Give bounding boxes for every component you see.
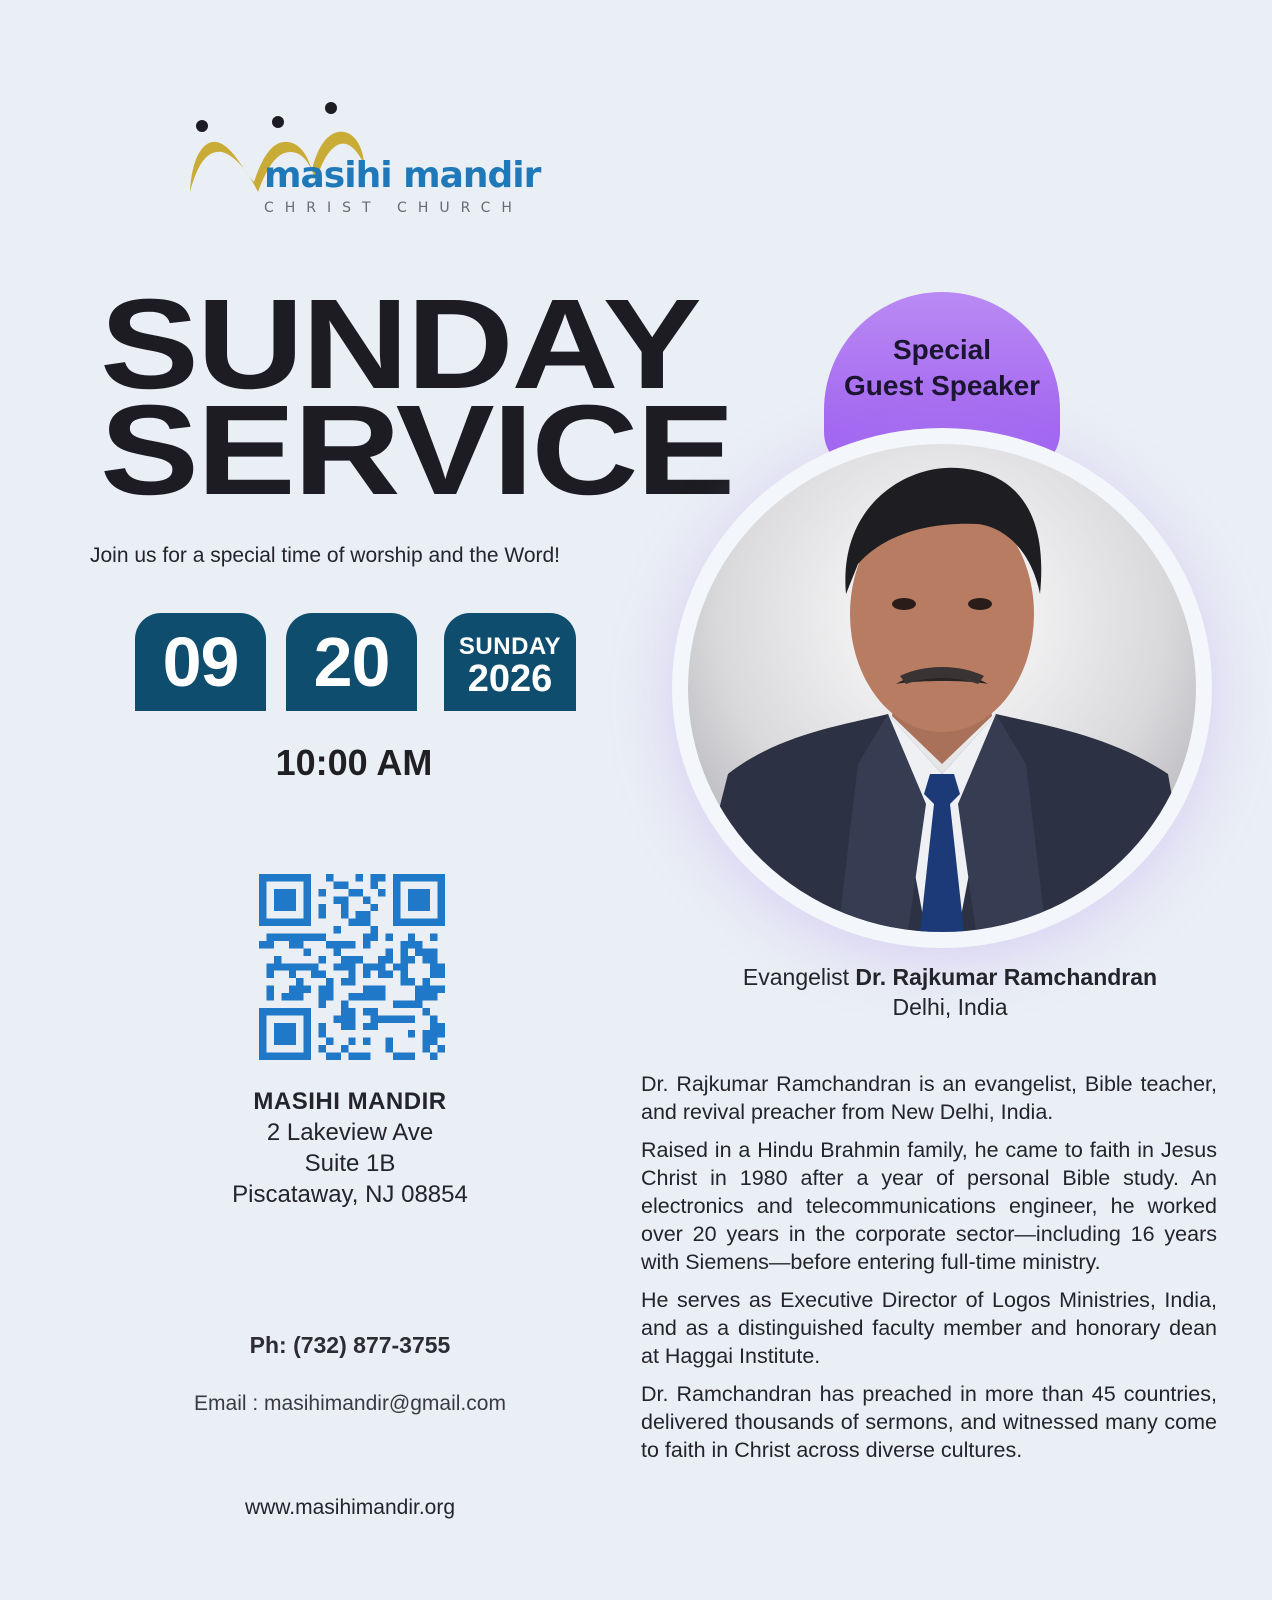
logo-name: masihi mandir — [264, 155, 541, 196]
speaker-location: Delhi, India — [892, 994, 1008, 1020]
address-line-1: 2 Lakeview Ave — [266, 1119, 434, 1146]
badge-line-2: Guest Speaker — [843, 370, 1041, 401]
bio-paragraph-1: Dr. Rajkumar Ramchandran is an evangelist, Bible teacher, and revival preacher from New Delhi, India. — [641, 1072, 1217, 1124]
date-day: 20 — [313, 623, 390, 701]
address-line-3: Piscataway, NJ 08854 — [232, 1181, 468, 1208]
date-month-box — [135, 613, 266, 711]
website-link[interactable]: www.masihimandir.org — [244, 1496, 456, 1519]
bio-paragraph-3: He serves as Executive Director of Logos Ministries, India, and as a distinguished faculty member and honorary dean at Haggai Institute. — [641, 1288, 1217, 1368]
date-month: 09 — [162, 623, 239, 701]
church-name: MASIHI MANDIR — [253, 1088, 447, 1115]
church-logo — [188, 100, 541, 220]
phone-number[interactable]: Ph: (732) 877-3755 — [249, 1332, 451, 1358]
headline-line-2: SERVICE — [100, 379, 733, 522]
address-line-2: Suite 1B — [304, 1150, 396, 1177]
date-weekday-year-box — [444, 613, 576, 711]
service-time: 10:00 AM — [275, 742, 433, 783]
speaker-name: Dr. Rajkumar Ramchandran — [855, 964, 1158, 990]
email-address[interactable]: Email : masihimandir@gmail.com — [194, 1392, 506, 1415]
bio-paragraph-4: Dr. Ramchandran has preached in more than 45 countries, delivered thousands of sermons, and witnessed many come to faith in Christ across diverse cultures. — [641, 1382, 1217, 1462]
speaker-photo — [688, 444, 1196, 932]
speaker-title: Evangelist — [742, 964, 850, 990]
speaker-info — [660, 962, 1240, 1022]
date-day-box — [286, 613, 417, 711]
badge-line-1: Special — [892, 334, 992, 365]
speaker-bio — [641, 1070, 1217, 1474]
speaker-portrait-icon — [688, 444, 1196, 932]
bio-paragraph-2: Raised in a Hindu Brahmin family, he came to faith in Jesus Christ in 1980 after a year of personal Bible study. An electronics and telecommunications engineer, he worked over 20 years in the corporate sector—including 16 years with Siemens—before entering full-time ministry. — [641, 1138, 1217, 1274]
tagline: Join us for a special time of worship and the Word! — [90, 544, 561, 567]
date-year: 2026 — [467, 658, 553, 700]
date-weekday: SUNDAY — [458, 633, 562, 660]
headline-line-1: SUNDAY — [100, 273, 700, 416]
logo-subtitle: CHRIST CHURCH — [264, 200, 523, 216]
qr-code-icon[interactable] — [259, 874, 445, 1060]
church-address — [160, 1086, 540, 1210]
